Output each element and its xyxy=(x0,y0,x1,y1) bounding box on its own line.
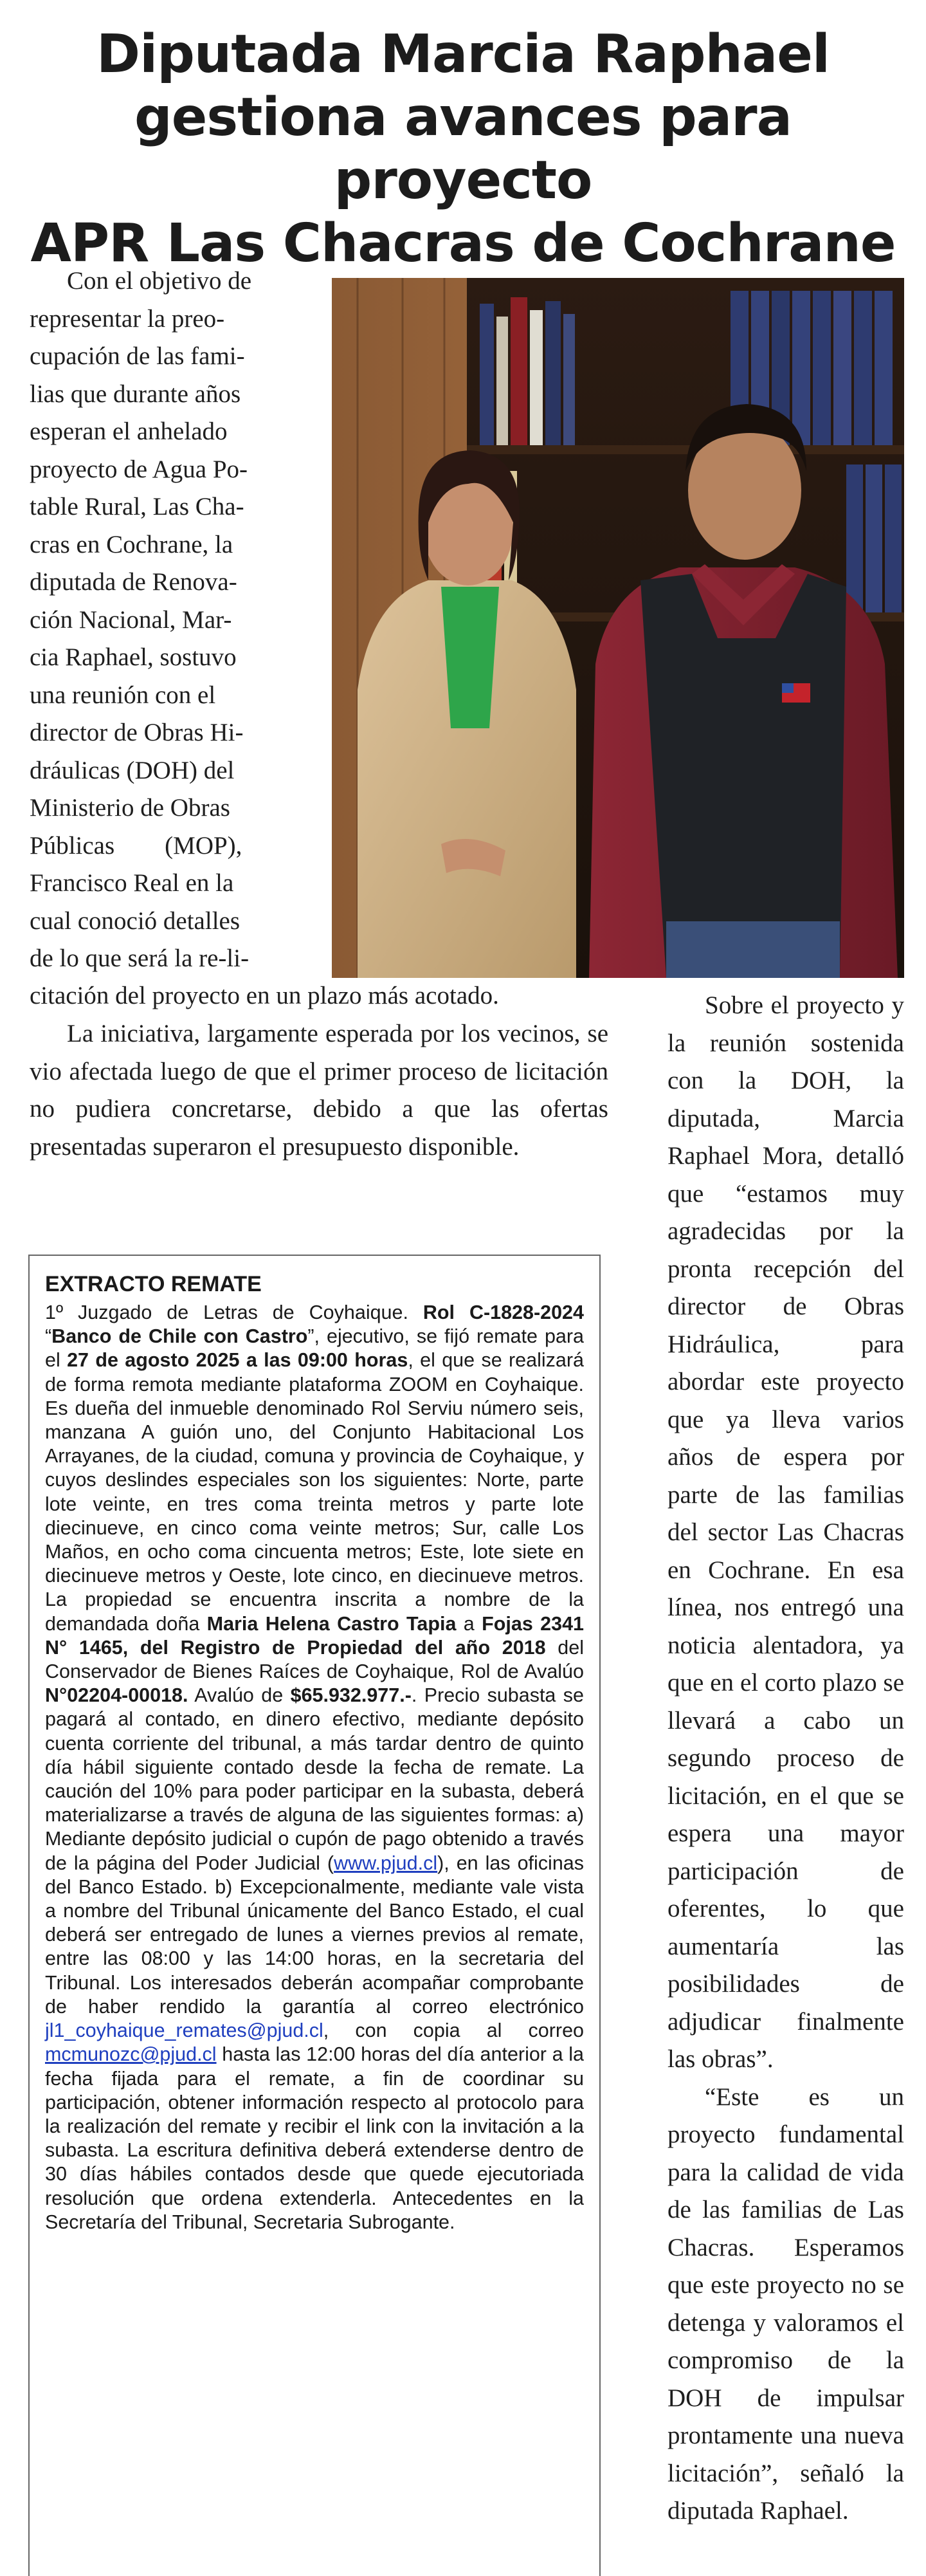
notice-text: 1º Juzgado de Letras de Coyhaique. xyxy=(45,1302,423,1323)
intro-line: esperan el anhelado xyxy=(30,418,228,445)
intro-line: cras en Cochrane, la xyxy=(30,530,233,558)
intro-line: Con el objetivo de xyxy=(67,267,252,295)
defendant-name: Maria Helena Castro Tapia xyxy=(206,1612,457,1635)
registry-reference: Fojas 2341 N° 1465, del Registro de Propiedad del año 2018 xyxy=(45,1612,584,1659)
notice-text: ), en las oficinas del Banco Estado. b) Excepcionalmente, mediante vale vista a nombre del Tribunal únicamente del Banco Estado, el cual deberá ser entregado de lunes a viernes previos al remate, entre las 08:00 y las 14:00 horas, en la secretaria del Tribunal. Los interesados deberán acompañar comprobante de haber rendido la garantía al correo electrónico xyxy=(45,1852,584,2018)
intro-line: proyecto de Agua Po- xyxy=(30,455,248,483)
right-paragraph-2: “Este es un proyecto fundamental para la calidad de vida de las familias de Las Chacras. Esperamos que este proyecto no se detenga y valoramos el compromiso de la DOH de impulsar prontamente una nueva licitación”, señaló la diputada Raphael. xyxy=(667,2083,904,2525)
intro-end-line: citación del proyecto en un plazo más acotado. xyxy=(30,982,499,1009)
auction-date: 27 de agosto 2025 a las 09:00 horas xyxy=(67,1349,408,1372)
right-paragraph-1: Sobre el proyecto y la reunión sostenida con la DOH, la diputada, Marcia Raphael Mora, detalló que “estamos muy agradecidas por la pronta recepción del director de Obras Hidráulica, para abordar este proyecto que ya lleva varios años de espera por parte de las familias del sector Las Chacras en Cochrane. En esa línea, nos entregó una noticia alentadora, ya que en el corto plazo se llevará a cabo un segundo proceso de licitación, en el que se espera una mayor participación de oferentes, lo que aumentaría las posibilidades de adjudicar finalmente las obras”. xyxy=(667,991,904,2073)
article-headline xyxy=(26,23,900,275)
photo-illustration xyxy=(332,278,904,978)
headline-line-1: Diputada Marcia Raphael xyxy=(96,24,830,85)
intro-line: Ministerio de Obras xyxy=(30,794,230,822)
intro-column xyxy=(30,262,300,978)
article-photo xyxy=(332,278,904,978)
notice-text: del Conservador de Bienes Raíces de Coyhaique, Rol de Avalúo xyxy=(45,1636,584,1683)
intro-line: de lo que será la re-li- xyxy=(30,944,250,972)
right-column xyxy=(667,987,904,2530)
email-link-mcmunozc[interactable]: mcmunozc@pjud.cl xyxy=(45,2043,217,2066)
legal-notice-title: EXTRACTO REMATE xyxy=(45,1272,262,1296)
intro-line: table Rural, Las Cha- xyxy=(30,493,244,520)
intro-line: diputada de Renova- xyxy=(30,568,237,596)
appraisal-amount: $65.932.977.- xyxy=(290,1684,412,1707)
notice-text: a xyxy=(456,1612,482,1635)
legal-notice-box xyxy=(28,1255,601,2576)
intro-line: ción Nacional, Mar- xyxy=(30,605,232,634)
notice-text: hasta las 12:00 horas del día anterior a la fecha fijada para el remate, a fin de coordinar su participación, obtener información respecto al protocolo para la realización del remate y recibir el link con la invitación a la subasta. La escritura definitiva deberá extenderse dentro de 30 días hábiles contados desde que quede ejecutoriada resolución que ordena extenderla. Antecedentes en la Secretaría del Tribunal, Secretaria Subrogante. xyxy=(45,2043,584,2233)
intro-line: dráulicas (DOH) del xyxy=(30,756,235,784)
legal-notice-body xyxy=(45,1301,584,2234)
notice-text: “ xyxy=(45,1325,52,1348)
notice-text: , con copia al correo xyxy=(323,2019,584,2042)
headline-line-3: APR Las Chacras de Cochrane xyxy=(30,213,896,274)
email-link-remates[interactable]: jl1_coyhaique_remates@pjud.cl xyxy=(45,2019,323,2042)
case-name: Banco de Chile con Castro xyxy=(51,1325,308,1348)
intro-line: representar la preo- xyxy=(30,304,225,333)
headline-line-2: gestiona avances para proyecto xyxy=(134,87,792,211)
intro-line: una reunión con el xyxy=(30,681,216,709)
intro-line: cual conoció detalles xyxy=(30,906,241,935)
intro-line: cupación de las fami- xyxy=(30,342,245,370)
notice-text: . Precio subasta se pagará al contado, en dinero efectivo, mediante depósito cuenta corriente del tribunal, a más tardar dentro de quinto día hábil siguiente contado desde la fecha de remate. La caución del 10% para poder participar en la subasta, deberá materializarse a través de alguna de las siguientes formas: a) Mediante depósito judicial o cupón de pago obtenido a través de la página del Poder Judicial ( xyxy=(45,1684,584,1874)
pjud-website-link[interactable]: www.pjud.cl xyxy=(334,1852,438,1874)
appraisal-roll: N°02204-00018. xyxy=(45,1684,188,1707)
notice-text: ”, ejecutivo, se fijó remate para el xyxy=(45,1325,584,1372)
intro-line: Públicas (MOP), xyxy=(30,831,242,860)
intro-line: lias que durante años xyxy=(30,380,241,408)
case-number: Rol C-1828-2024 xyxy=(422,1302,584,1323)
notice-text: Avalúo de xyxy=(188,1684,291,1707)
notice-text: , el que se realizará de forma remota mediante plataforma ZOOM en Coyhaique. Es dueña del inmueble denominado Rol Serviu número seis, manzana A guión uno, del Conjunto Habitacional Los Arrayanes, de la ciudad, comuna y provincia de Coyhaique, y cuyos deslindes especiales son los siguientes: Norte, parte lote veinte, en tres coma treinta metros y parte lote diecinueve, en cinco coma veinte metros; Sur, calle Los Maños, en ocho coma cincuenta metros; Este, lote siete en diecinueve metros y Oeste, lote cinco, en diecinueve metros. La propiedad se encuentra inscrita a nombre de la demandada doña xyxy=(45,1349,584,1635)
intro-line: cia Raphael, sostuvo xyxy=(30,643,237,671)
intro-line: director de Obras Hi- xyxy=(30,719,244,746)
intro-line: Francisco Real en la xyxy=(30,869,234,897)
paragraph-2: La iniciativa, largamente esperada por los vecinos, se vio afectada luego de que el primer proceso de licitación no pudiera concretarse, debido a que las ofertas presentadas superaron el presupuesto disponible. xyxy=(30,1020,608,1161)
